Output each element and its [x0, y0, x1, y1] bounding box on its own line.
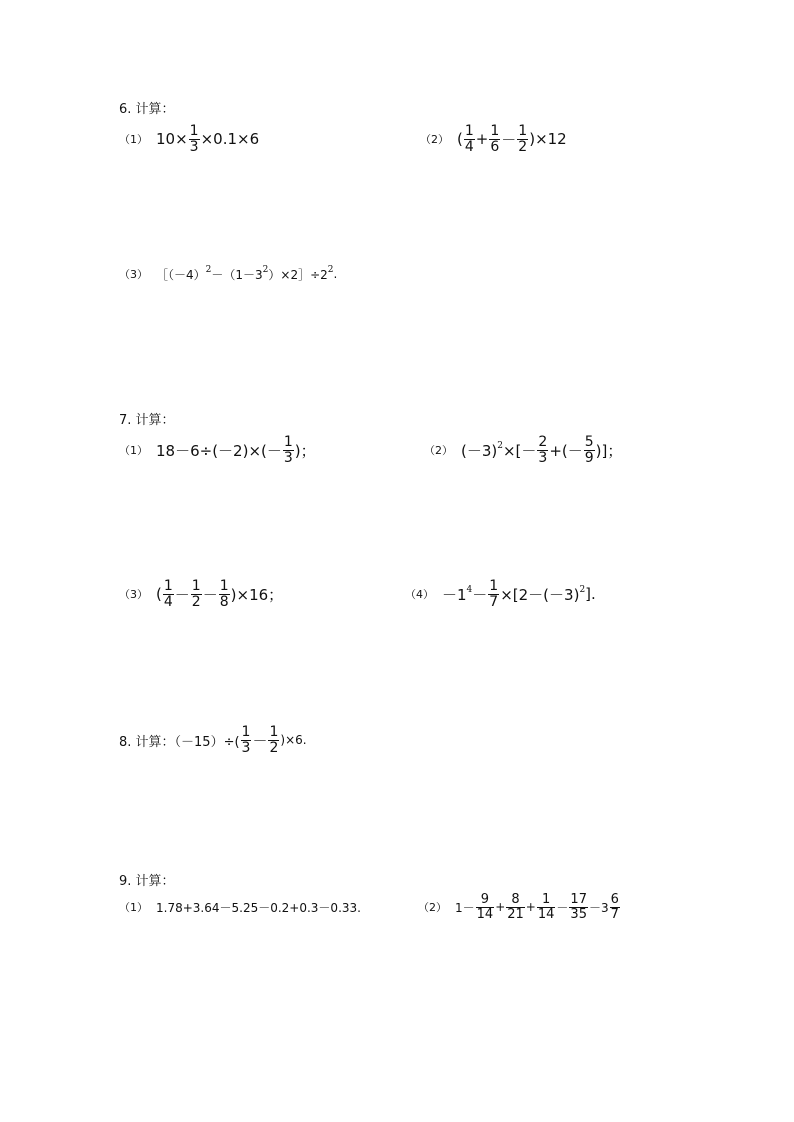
- numerator: 1: [219, 577, 229, 594]
- q6-heading: 6. 计算：: [119, 102, 175, 117]
- denominator: 3: [538, 449, 548, 466]
- q9-part2-expr-a: 1－: [455, 900, 475, 915]
- numerator: 8: [511, 891, 520, 907]
- operator: －: [202, 585, 218, 604]
- q7-part2-fraction-1: [537, 435, 548, 465]
- q9-part1-label: （1）: [119, 901, 148, 914]
- exponent: 2: [327, 265, 334, 275]
- denominator: 6: [490, 138, 500, 155]
- q7-part3: [119, 572, 283, 616]
- q7-part4-expr-c: ×[2－(－3): [500, 585, 580, 604]
- q7-part1: [119, 428, 316, 472]
- q6-part2-expr-b: )×12: [529, 130, 567, 148]
- q6-part1-expr-b: ×0.1×6: [200, 130, 260, 148]
- q9-heading: 9. 计算：: [119, 874, 175, 889]
- numerator: 2: [538, 433, 548, 450]
- denominator: 4: [163, 593, 173, 610]
- denominator: 8: [219, 593, 229, 610]
- q7-part4-expr-d: ].: [585, 585, 596, 603]
- q9-part2: [418, 885, 621, 929]
- numerator: 1: [283, 433, 293, 450]
- q6-part3-expr-c: ）×2］÷2: [268, 267, 328, 282]
- q7-part1-expr-b: )；: [294, 441, 316, 460]
- numerator: 1: [189, 122, 199, 139]
- q9-part2-fraction-1: [476, 893, 495, 921]
- q7-part1-fraction: [283, 435, 294, 465]
- denominator: 2: [518, 138, 528, 155]
- q8-expr-b: )×6.: [280, 733, 307, 747]
- q7-part4-expr-a: －1: [442, 585, 467, 604]
- q7-part2-expr-d: )]；: [595, 441, 623, 460]
- denominator: 4: [464, 138, 474, 155]
- denominator: 2: [191, 593, 201, 610]
- q7-part2-expr-b: ×[－: [502, 441, 537, 460]
- q7-part3-expr-b: )×16；: [230, 585, 284, 604]
- exponent: 2: [205, 265, 212, 275]
- numerator: 9: [480, 891, 490, 907]
- operator: －3: [588, 900, 609, 915]
- numerator: 1: [191, 577, 201, 594]
- q7-part2-expr-a: (－3): [461, 441, 498, 460]
- numerator: 1: [241, 723, 251, 740]
- q7-part1-expr-a: 18－6÷(－2)×(－: [156, 441, 282, 460]
- open-paren: (: [457, 130, 463, 148]
- q8-heading: 8. 计算：（－15）÷(: [119, 734, 240, 750]
- numerator: 1: [518, 122, 528, 139]
- q6-part2-label: （2）: [420, 133, 449, 146]
- numerator: 1: [490, 122, 500, 139]
- q7-part3-label: （3）: [119, 588, 148, 601]
- denominator: 7: [610, 906, 619, 922]
- q7-part3-fraction-1: [163, 579, 174, 609]
- q9-part2-label: （2）: [418, 901, 447, 914]
- q9-part1: [119, 885, 361, 929]
- operator: +: [495, 900, 506, 914]
- denominator: 9: [584, 449, 594, 466]
- q6-part1-fraction: [189, 124, 200, 154]
- q7-heading: 7. 计算：: [119, 413, 175, 428]
- operator: －: [556, 900, 569, 915]
- numerator: 17: [570, 891, 587, 907]
- q7-part2-fraction-2: [584, 435, 595, 465]
- denominator: 35: [570, 906, 587, 922]
- operator: －: [252, 731, 268, 750]
- q9-part2-fraction-4: [569, 893, 588, 921]
- q6-part2-fraction-1: [464, 124, 475, 154]
- q7-part2-expr-c: +(－: [549, 441, 583, 460]
- exponent: 2: [579, 585, 586, 595]
- q6-part2-fraction-2: [489, 124, 500, 154]
- numerator: 1: [464, 122, 474, 139]
- denominator: 3: [283, 449, 293, 466]
- numerator: 6: [610, 891, 619, 907]
- denominator: 14: [537, 906, 555, 922]
- q8-fraction-2: [268, 725, 279, 755]
- q6-part1-expr-a: 10×: [156, 130, 188, 148]
- q6-part3-label: （3）: [119, 268, 148, 281]
- numerator: 1: [489, 577, 499, 594]
- numerator: 1: [163, 577, 173, 594]
- q6-part1-label: （1）: [119, 133, 148, 146]
- q6-part3-expr-b: －（1－3: [211, 267, 263, 282]
- denominator: 14: [476, 906, 494, 922]
- numerator: 1: [541, 891, 551, 907]
- denominator: 2: [269, 739, 279, 756]
- q7-part2-label: （2）: [424, 444, 453, 457]
- q7-part1-label: （1）: [119, 444, 148, 457]
- operator: －: [501, 130, 517, 149]
- q7-part4: [405, 572, 596, 616]
- numerator: 1: [269, 723, 279, 740]
- q7-part4-label: （4）: [405, 588, 434, 601]
- denominator: 3: [189, 138, 199, 155]
- exponent: 4: [466, 585, 473, 595]
- denominator: 7: [489, 593, 499, 610]
- numerator: 5: [584, 433, 594, 450]
- q8-line: [119, 718, 307, 762]
- q6-part3: [119, 252, 337, 296]
- exponent: 2: [262, 265, 269, 275]
- period: .: [333, 267, 338, 281]
- q9-part1-expr: 1.78+3.64－5.25－0.2+0.3－0.33.: [156, 900, 361, 915]
- exponent: 2: [497, 441, 503, 451]
- q9-part2-fraction-2: [506, 893, 525, 921]
- q9-part2-fraction-3: [537, 893, 556, 921]
- q7-part2: [424, 428, 622, 472]
- q7-part4-fraction: [488, 579, 499, 609]
- open-paren: (: [156, 585, 162, 603]
- q6-part2-fraction-3: [517, 124, 528, 154]
- q6-part3-expr-a: ［（－4）: [156, 267, 206, 282]
- q9-part2-fraction-5: [610, 893, 620, 921]
- operator: －: [174, 585, 190, 604]
- operator: －: [472, 585, 488, 604]
- q6-part2: [420, 117, 567, 161]
- operator: +: [525, 900, 536, 914]
- q8-fraction-1: [241, 725, 252, 755]
- denominator: 21: [507, 906, 524, 922]
- q7-part3-fraction-3: [219, 579, 230, 609]
- operator: +: [475, 130, 489, 148]
- q7-part3-fraction-2: [191, 579, 202, 609]
- q6-part1: [119, 117, 259, 161]
- denominator: 3: [241, 739, 251, 756]
